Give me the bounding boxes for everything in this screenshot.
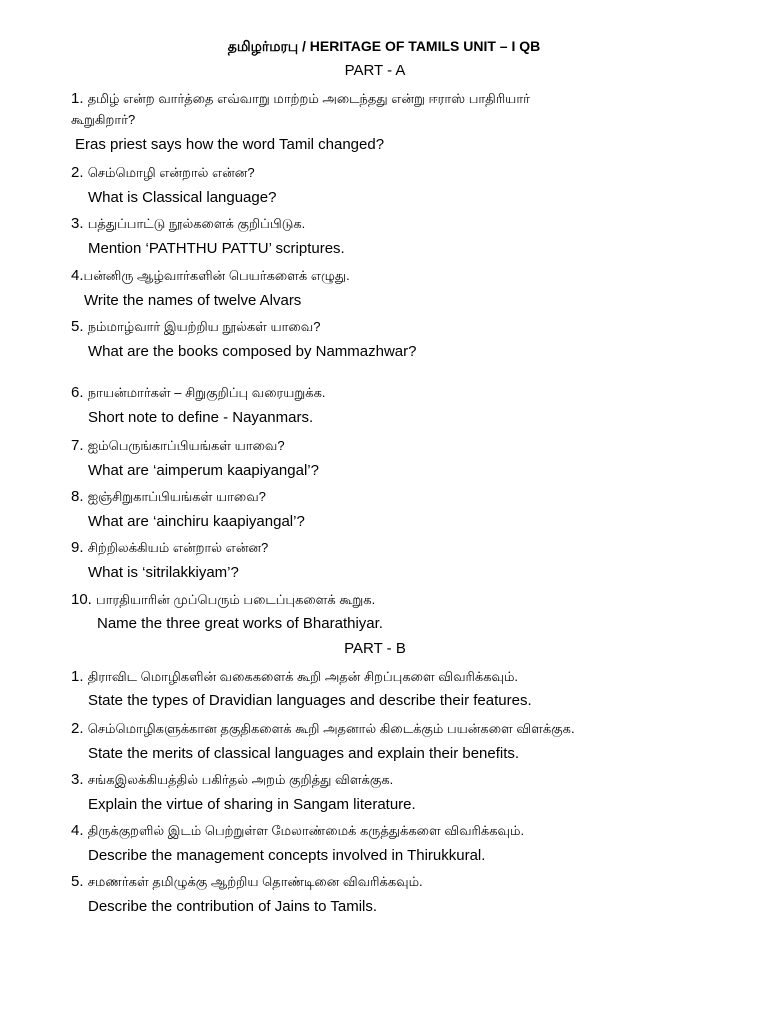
question-tamil: 1. திராவிட மொழிகளின் வகைகளைக் கூறி அதன் சிறப்புகளை விவரிக்கவும். xyxy=(71,668,519,685)
question-number: 1. xyxy=(71,668,88,685)
question-tamil: 4. திருக்குறளில் இடம் பெற்றுள்ள மேலாண்மைக் கருத்துக்களை விவரிக்கவும். xyxy=(71,822,525,839)
question-number: 1. xyxy=(71,90,88,107)
question-number: 2. xyxy=(71,720,88,737)
question-number: 5. xyxy=(71,873,88,890)
question-english: Short note to define - Nayanmars. xyxy=(88,409,314,426)
question-number: 4. xyxy=(71,267,84,284)
question-number: 10. xyxy=(71,591,97,608)
question-english: What are the books composed by Nammazhwar? xyxy=(88,343,417,360)
question-tamil: 10. பாரதியாரின் முப்பெரும் படைப்புகளைக் கூறுக. xyxy=(71,591,376,608)
question-number: 6. xyxy=(71,384,88,401)
question-tamil: 2. செம்மொழிகளுக்கான தகுதிகளைக் கூறி அதனால் கிடைக்கும் பயன்களை விளக்குக. xyxy=(71,720,575,737)
question-number: 9. xyxy=(71,539,88,556)
question-tamil: 3. பத்துப்பாட்டு நூல்களைக் குறிப்பிடுக. xyxy=(71,215,306,232)
question-english: What is Classical language? xyxy=(88,189,277,206)
part-b-heading: PART - B xyxy=(344,640,406,657)
question-english: What is ‘sitrilakkiyam’? xyxy=(88,564,239,581)
question-tamil: 7. ஐம்பெருங்காப்பியங்கள் யாவை? xyxy=(71,437,285,454)
question-tamil: 4.பன்னிரு ஆழ்வார்களின் பெயர்களைக் எழுது. xyxy=(71,267,350,284)
question-english: What are ‘ainchiru kaapiyangal’? xyxy=(88,513,305,530)
question-english: State the types of Dravidian languages and describe their features. xyxy=(88,692,532,709)
question-english: Write the names of twelve Alvars xyxy=(84,292,302,309)
question-number: 4. xyxy=(71,822,88,839)
question-english: Eras priest says how the word Tamil changed? xyxy=(75,136,385,153)
question-english: State the merits of classical languages and explain their benefits. xyxy=(88,745,520,762)
question-tamil: 3. சங்கஇலக்கியத்தில் பகிர்தல் அறம் குறித்து விளக்குக. xyxy=(71,771,394,788)
question-tamil: 6. நாயன்மார்கள் – சிறுகுறிப்பு வரையறுக்க. xyxy=(71,384,326,401)
question-number: 2. xyxy=(71,164,88,181)
question-number: 3. xyxy=(71,771,88,788)
question-english: What are ‘aimperum kaapiyangal’? xyxy=(88,462,319,479)
question-tamil-continued: கூறுகிறார்? xyxy=(71,112,136,127)
question-tamil: 5. நம்மாழ்வார் இயற்றிய நூல்கள் யாவை? xyxy=(71,318,321,335)
question-tamil: 2. செம்மொழி என்றால் என்ன? xyxy=(71,164,255,181)
question-tamil: 8. ஐஞ்சிறுகாப்பியங்கள் யாவை? xyxy=(71,488,266,505)
question-english: Explain the virtue of sharing in Sangam literature. xyxy=(88,796,416,813)
question-number: 7. xyxy=(71,437,88,454)
part-a-heading: PART - A xyxy=(344,62,406,79)
document-title: தமிழர்மரபு / HERITAGE OF TAMILS UNIT – I QB xyxy=(227,38,541,54)
question-number: 8. xyxy=(71,488,88,505)
question-english: Name the three great works of Bharathiyar. xyxy=(97,615,383,632)
question-english: Describe the management concepts involved in Thirukkural. xyxy=(88,847,486,864)
question-number: 5. xyxy=(71,318,88,335)
question-english: Mention ‘PATHTHU PATTU’ scriptures. xyxy=(88,240,345,257)
question-tamil: 1. தமிழ் என்ற வார்த்தை எவ்வாறு மாற்றம் அடைந்தது என்று ஈராஸ் பாதிரியார் xyxy=(71,90,530,107)
question-tamil: 5. சமணர்கள் தமிழுக்கு ஆற்றிய தொண்டினை விவரிக்கவும். xyxy=(71,873,423,890)
question-english: Describe the contribution of Jains to Tamils. xyxy=(88,898,378,915)
question-number: 3. xyxy=(71,215,88,232)
question-tamil: 9. சிற்றிலக்கியம் என்றால் என்ன? xyxy=(71,539,269,556)
